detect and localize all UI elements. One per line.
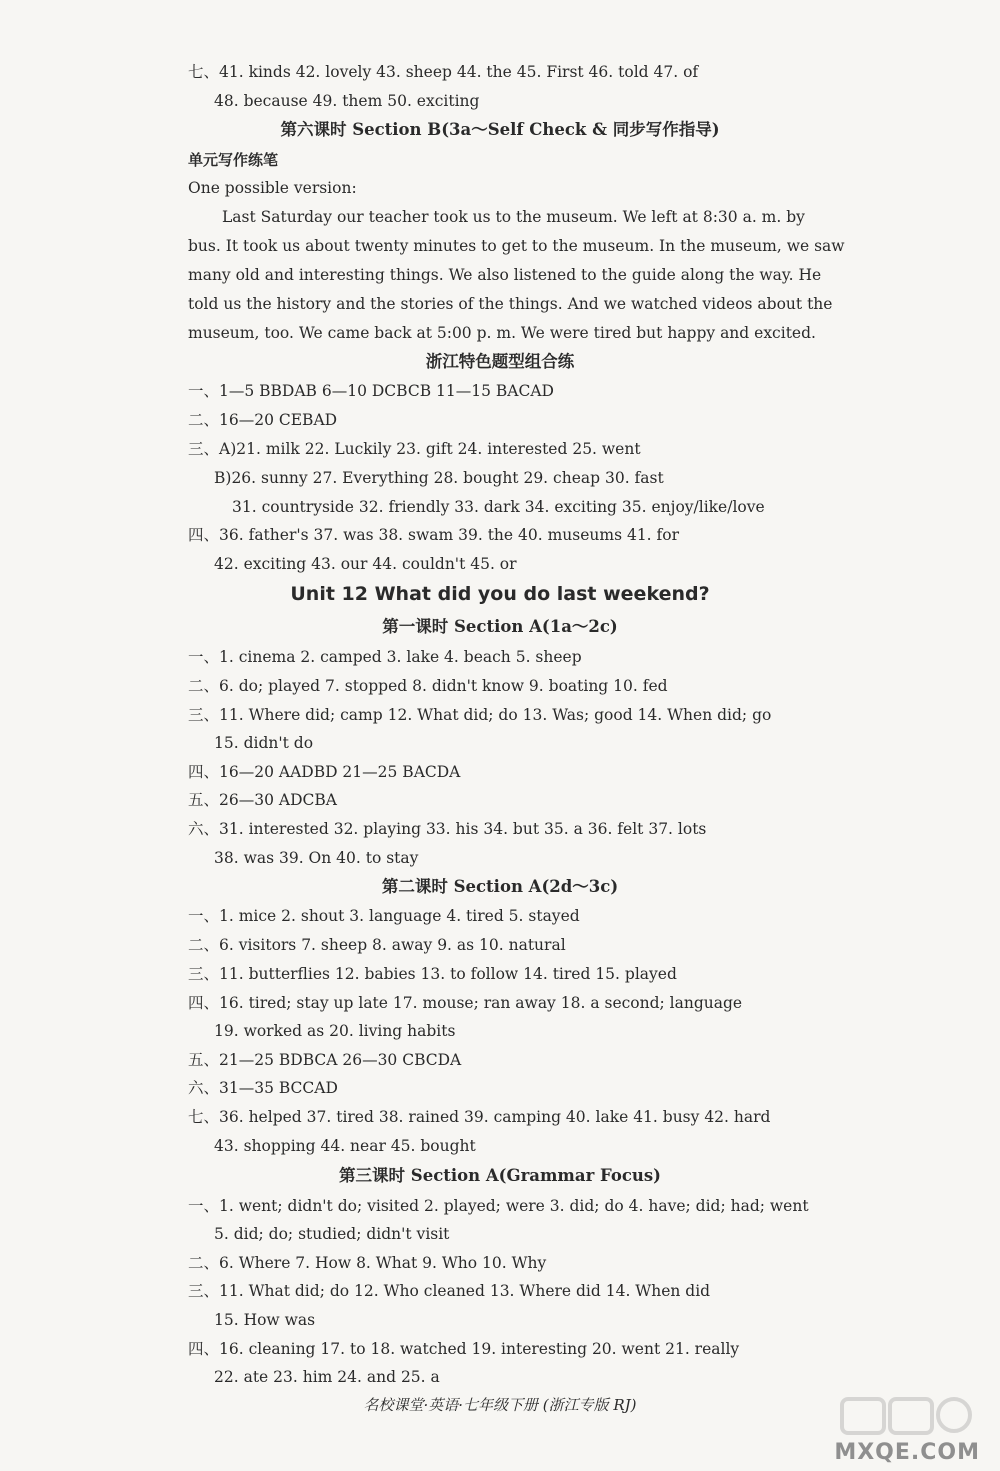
- answer-line: 第三课时 Section A(Grammar Focus): [339, 1166, 661, 1185]
- answer-line: 六、31—35 BCCAD: [188, 1079, 338, 1097]
- answer-line: 48. because 49. them 50. exciting: [214, 92, 480, 110]
- answer-line: 43. shopping 44. near 45. bought: [214, 1137, 476, 1155]
- answer-line: Unit 12 What did you do last weekend?: [290, 583, 710, 605]
- answer-line: 三、11. Where did; camp 12. What did; do 13. Was; good 14. When did; go: [188, 706, 772, 724]
- answer-line: 七、36. helped 37. tired 38. rained 39. camping 40. lake 41. busy 42. hard: [188, 1108, 771, 1126]
- answer-line: 一、1. cinema 2. camped 3. lake 4. beach 5. sheep: [188, 648, 582, 666]
- answer-line: 三、A)21. milk 22. Luckily 23. gift 24. interested 25. went: [188, 440, 641, 458]
- answer-line: 五、26—30 ADCBA: [188, 791, 337, 809]
- answer-line: 二、6. visitors 7. sheep 8. away 9. as 10. natural: [188, 936, 566, 954]
- answer-line: B)26. sunny 27. Everything 28. bought 29. cheap 30. fast: [214, 469, 664, 487]
- answer-line: 第一课时 Section A(1a～2c): [382, 617, 618, 636]
- answer-line: 四、36. father's 37. was 38. swam 39. the 40. museums 41. for: [188, 526, 680, 544]
- answer-line: 19. worked as 20. living habits: [214, 1022, 456, 1040]
- answer-line: 六、31. interested 32. playing 33. his 34. but 35. a 36. felt 37. lots: [188, 820, 707, 838]
- answer-line: 38. was 39. On 40. to stay: [214, 849, 419, 867]
- answer-line: 浙江特色题型组合练: [425, 352, 575, 371]
- answer-line: 四、16. cleaning 17. to 18. watched 19. interesting 20. went 21. really: [188, 1340, 740, 1358]
- answer-line: One possible version:: [188, 179, 357, 197]
- watermark-text: MXQE.COM: [834, 1440, 980, 1465]
- answer-line: 31. countryside 32. friendly 33. dark 34. exciting 35. enjoy/like/love: [232, 498, 765, 516]
- answer-line: 四、16. tired; stay up late 17. mouse; ran away 18. a second; language: [188, 994, 743, 1012]
- answer-line: many old and interesting things. We also listened to the guide along the way. He: [188, 266, 822, 284]
- answer-line: 一、1. went; didn't do; visited 2. played; were 3. did; do 4. have; did; had; went: [188, 1197, 809, 1215]
- answer-line: 22. ate 23. him 24. and 25. a: [214, 1368, 440, 1386]
- answer-line: museum, too. We came back at 5:00 p. m. We were tired but happy and excited.: [188, 324, 816, 342]
- answer-line: 五、21—25 BDBCA 26—30 CBCDA: [188, 1051, 462, 1069]
- answer-line: 一、1—5 BBDAB 6—10 DCBCB 11—15 BACAD: [188, 382, 554, 400]
- answer-line: told us the history and the stories of the things. And we watched videos about the: [188, 295, 833, 313]
- answer-line: 5. did; do; studied; didn't visit: [214, 1225, 450, 1243]
- answer-line: 二、6. Where 7. How 8. What 9. Who 10. Why: [188, 1254, 547, 1272]
- answer-line: 15. How was: [214, 1311, 316, 1329]
- answer-line: 单元写作练笔: [188, 151, 279, 169]
- answer-line: 第二课时 Section A(2d～3c): [381, 877, 619, 896]
- answer-line: 四、16—20 AADBD 21—25 BACDA: [188, 763, 461, 781]
- answer-line: 第六课时 Section B(3a～Self Check & 同步写作指导): [280, 120, 720, 139]
- answer-line: 三、11. What did; do 12. Who cleaned 13. Where did 14. When did: [188, 1282, 711, 1300]
- answer-line: 一、1. mice 2. shout 3. language 4. tired 5. stayed: [188, 907, 580, 925]
- answer-line: 二、6. do; played 7. stopped 8. didn't know 9. boating 10. fed: [188, 677, 668, 695]
- answer-line: bus. It took us about twenty minutes to get to the museum. In the museum, we saw: [188, 237, 845, 255]
- page-footer: 名校课堂·英语·七年级下册 (浙江专版 RJ): [363, 1396, 637, 1414]
- answer-line: 二、16—20 CEBAD: [188, 411, 338, 429]
- answer-line: 42. exciting 43. our 44. couldn't 45. or: [214, 555, 517, 573]
- answer-line: 三、11. butterflies 12. babies 13. to follow 14. tired 15. played: [188, 965, 677, 983]
- answer-line: Last Saturday our teacher took us to the museum. We left at 8:30 a. m. by: [222, 208, 805, 226]
- answer-line: 七、41. kinds 42. lovely 43. sheep 44. the 45. First 46. told 47. of: [188, 63, 699, 81]
- answer-line: 15. didn't do: [214, 734, 314, 752]
